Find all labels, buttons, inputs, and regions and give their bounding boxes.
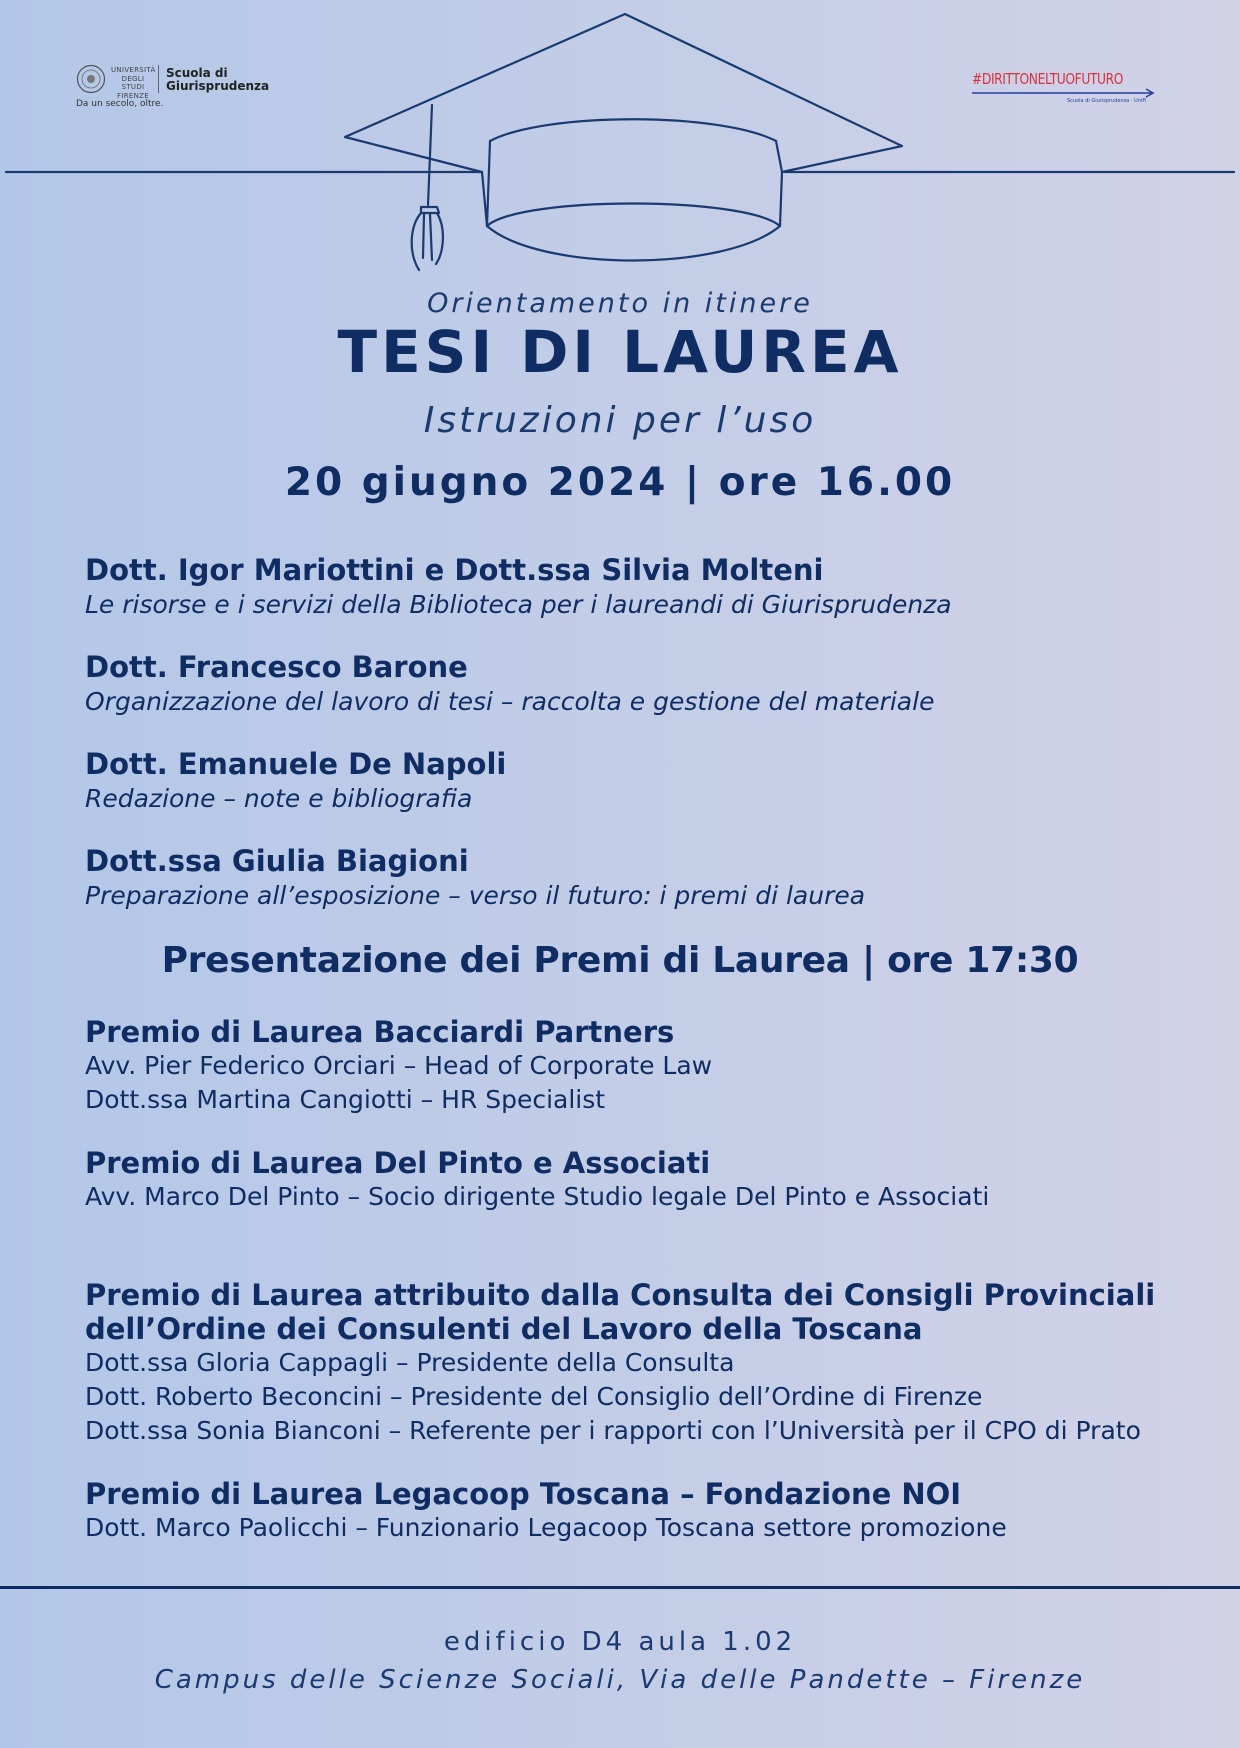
footer-divider [0, 1586, 1240, 1589]
prize-person: Dott.ssa Martina Cangiotti – HR Specialist [85, 1085, 606, 1114]
speaker-item [85, 843, 1205, 913]
speaker-topic: Redazione – note e bibliografia [85, 784, 473, 813]
prize-title: Premio di Laurea attribuito dalla Consulta dei Consigli Provinciali [85, 1278, 1156, 1312]
speaker-name: Dott. Igor Mariottini e Dott.ssa Silvia Molteni [85, 553, 824, 587]
event-subtitle: Orientamento in itinere [427, 288, 813, 319]
prize-item [85, 1278, 1205, 1448]
speaker-item [85, 552, 1205, 622]
event-date: 20 giugno 2024 | ore 16.00 [284, 460, 956, 505]
prizes-section-title: Presentazione dei Premi di Laurea | ore 17:30 [161, 940, 1079, 981]
prize-person: Dott.ssa Gloria Cappagli – Presidente della Consulta [85, 1348, 735, 1377]
prize-item [85, 1015, 1205, 1117]
prize-item [85, 1146, 1205, 1214]
prize-person: Avv. Marco Del Pinto – Socio dirigente Studio legale Del Pinto e Associati [85, 1182, 990, 1211]
page-title: TESI DI LAUREA [337, 318, 903, 386]
speaker-topic: Le risorse e i servizi della Biblioteca per i laureandi di Giurisprudenza [85, 590, 952, 619]
event-tagline: Istruzioni per l’uso [423, 400, 817, 441]
prize-person: Dott. Marco Paolicchi – Funzionario Legacoop Toscana settore promozione [85, 1513, 1007, 1542]
prize-person: Dott. Roberto Beconcini – Presidente del Consiglio dell’Ordine di Firenze [85, 1382, 983, 1411]
prize-person: Avv. Pier Federico Orciari – Head of Corporate Law [85, 1051, 713, 1080]
speaker-item [85, 746, 1205, 816]
speaker-name: Dott. Emanuele De Napoli [85, 747, 507, 781]
prize-title: Premio di Laurea Bacciardi Partners [85, 1015, 675, 1049]
speaker-topic: Organizzazione del lavoro di tesi – raccolta e gestione del materiale [85, 687, 935, 716]
hashtag-subtext: Scuola di Giurisprudenza · UniFi [1067, 98, 1147, 104]
prize-title: Premio di Laurea Legacoop Toscana – Fondazione NOI [85, 1477, 962, 1511]
graduation-cap-icon [0, 0, 1240, 290]
venue-address: Campus delle Scienze Sociali, Via delle Pandette – Firenze [154, 1665, 1086, 1695]
prize-title: Premio di Laurea Del Pinto e Associati [85, 1146, 711, 1180]
prize-title: dell’Ordine dei Consulenti del Lavoro della Toscana [85, 1312, 923, 1346]
school-name: Scuola di Giurisprudenza [166, 66, 270, 93]
university-name: UNIVERSITÀ DEGLI STUDI FIRENZE [111, 66, 156, 100]
speaker-name: Dott.ssa Giulia Biagioni [85, 844, 469, 878]
hashtag-text: #DIRITTONELTUOFUTURO [972, 70, 1124, 88]
logo-motto: Da un secolo, oltre. [76, 99, 164, 109]
prize-item [85, 1477, 1205, 1545]
speaker-name: Dott. Francesco Barone [85, 650, 468, 684]
prize-person: Dott.ssa Sonia Bianconi – Referente per i rapporti con l’Università per il CPO di Prato [85, 1416, 1141, 1445]
speaker-topic: Preparazione all’esposizione – verso il futuro: i premi di laurea [85, 881, 866, 910]
speaker-item [85, 649, 1205, 719]
venue-room: edificio D4 aula 1.02 [443, 1627, 797, 1657]
